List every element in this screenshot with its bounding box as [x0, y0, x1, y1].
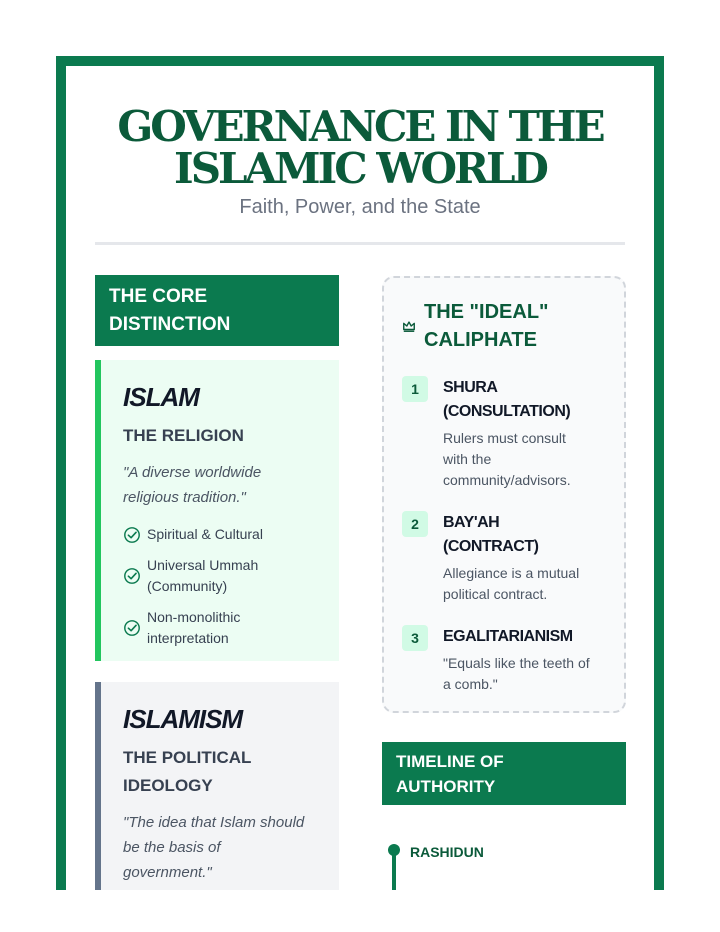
feature-text: Non-monolithic interpretation — [147, 609, 241, 646]
principle-item — [402, 376, 608, 491]
ideal-title-line-2: CALIPHATE — [424, 329, 537, 351]
page-title — [66, 102, 654, 193]
poster-frame — [56, 56, 664, 890]
timeline-heading-line-2: AUTHORITY — [396, 777, 496, 796]
header-divider — [95, 242, 625, 245]
principle-desc: Rulers must consult with the community/advisors. — [443, 430, 571, 488]
islam-quote: "A diverse worldwide religious tradition." — [123, 464, 262, 506]
ideal-title-line-1: THE "IDEAL" — [424, 301, 549, 323]
islam-title: ISLAM — [123, 382, 199, 412]
timeline-heading-line-1: TIMELINE OF — [396, 752, 504, 771]
timeline-item-label: RASHIDUN — [410, 844, 484, 860]
islamism-quote: "The idea that Islam should be the basis of government." — [123, 814, 305, 881]
islamism-subtitle: THE POLITICAL IDEOLOGY — [123, 748, 252, 795]
list-item — [123, 607, 339, 649]
islam-card — [95, 360, 339, 661]
check-circle-icon — [123, 526, 141, 544]
core-distinction-heading — [95, 275, 339, 346]
principle-number: 3 — [402, 625, 428, 651]
principle-name: SHURA (CONSULTATION) — [443, 379, 571, 420]
ideal-heading — [402, 298, 608, 354]
islamism-card — [95, 682, 339, 890]
principle-number: 2 — [402, 511, 428, 537]
feature-text: Universal Ummah (Community) — [147, 557, 259, 594]
ideal-title — [424, 298, 549, 354]
feature-text: Spiritual & Cultural — [147, 526, 263, 542]
principle-name: BAY'AH (CONTRACT) — [443, 514, 539, 555]
ideal-caliphate-box — [382, 276, 626, 713]
list-item — [123, 555, 339, 597]
principle-item — [402, 625, 608, 695]
islam-feature-list — [123, 524, 339, 649]
principle-name: EGALITARIANISM — [443, 628, 573, 645]
timeline-heading — [382, 742, 626, 805]
timeline-dot — [388, 844, 400, 856]
title-line-1: GOVERNANCE IN THE — [117, 102, 603, 151]
principle-desc: "Equals like the teeth of a comb." — [443, 655, 590, 692]
islamism-title: ISLAMISM — [123, 704, 243, 734]
core-heading-line-2: DISTINCTION — [109, 314, 231, 335]
core-heading-line-1: THE CORE — [109, 286, 208, 307]
check-circle-icon — [123, 567, 141, 585]
crown-icon — [402, 319, 416, 333]
title-line-2: ISLAMIC WORLD — [174, 144, 546, 193]
page-subtitle: Faith, Power, and the State — [239, 196, 481, 218]
list-item — [123, 524, 339, 545]
principle-item — [402, 511, 608, 605]
principle-number: 1 — [402, 376, 428, 402]
islam-subtitle: THE RELIGION — [123, 426, 244, 445]
principle-desc: Allegiance is a mutual political contract. — [443, 565, 580, 602]
check-circle-icon — [123, 619, 141, 637]
